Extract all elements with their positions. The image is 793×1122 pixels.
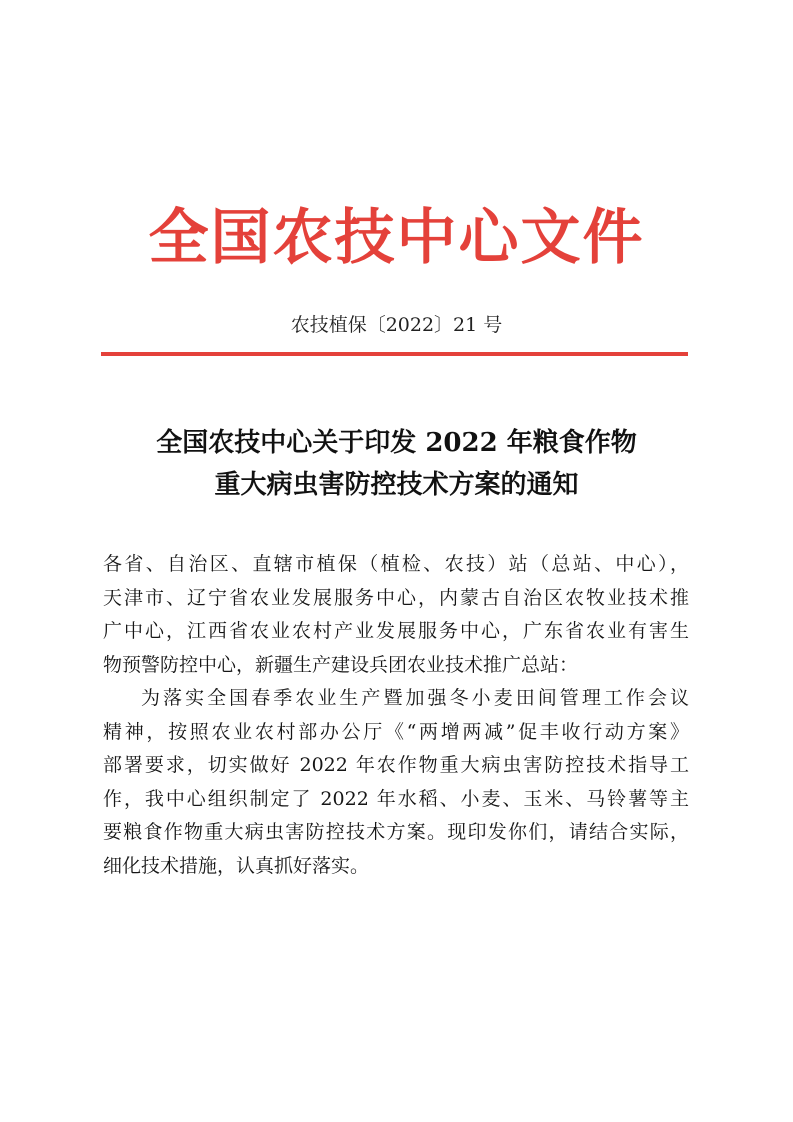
recipients-line: 各省、自治区、直辖市植保（植检、农技）站（总站、中心）， [103,553,689,575]
notice-title-line: 全国农技中心关于印发 2022 年粮食作物 [156,428,637,458]
header-divider [101,352,688,356]
recipients-line: 天津市、辽宁省农业发展服务中心，内蒙古自治区农牧业技术推 [103,586,689,609]
recipients-line: 广中心，江西省农业农村产业发展服务中心，广东省农业有害生 [103,620,689,642]
paragraph-line: 要粮食作物重大病虫害防控技术方案。现印发你们，请结合实际， [103,821,689,843]
body-text [103,548,689,883]
paragraph-line: 作，我中心组织制定了 2022 年水稻、小麦、玉米、马铃薯等主 [103,787,689,810]
paragraph-line: 为落实全国春季农业生产暨加强冬小麦田间管理工作会议 [141,687,689,709]
paragraph-line: 细化技术措施，认真抓好落实。 [103,854,370,877]
paragraph-line: 精神，按照农业农村部办公厅《“两增两减”促丰收行动方案》 [103,720,689,743]
notice-title [80,422,713,506]
document-header-title: 全国农技中心文件 [148,203,645,273]
paragraph-line: 部署要求，切实做好 2022 年农作物重大病虫害防控技术指导工 [103,754,689,776]
notice-title-line: 重大病虫害防控技术方案的通知 [214,470,579,500]
recipients-line: 物预警防控中心，新疆生产建设兵团农业技术推广总站： [103,653,579,676]
document-number: 农技植保〔2022〕21 号 [290,314,503,336]
